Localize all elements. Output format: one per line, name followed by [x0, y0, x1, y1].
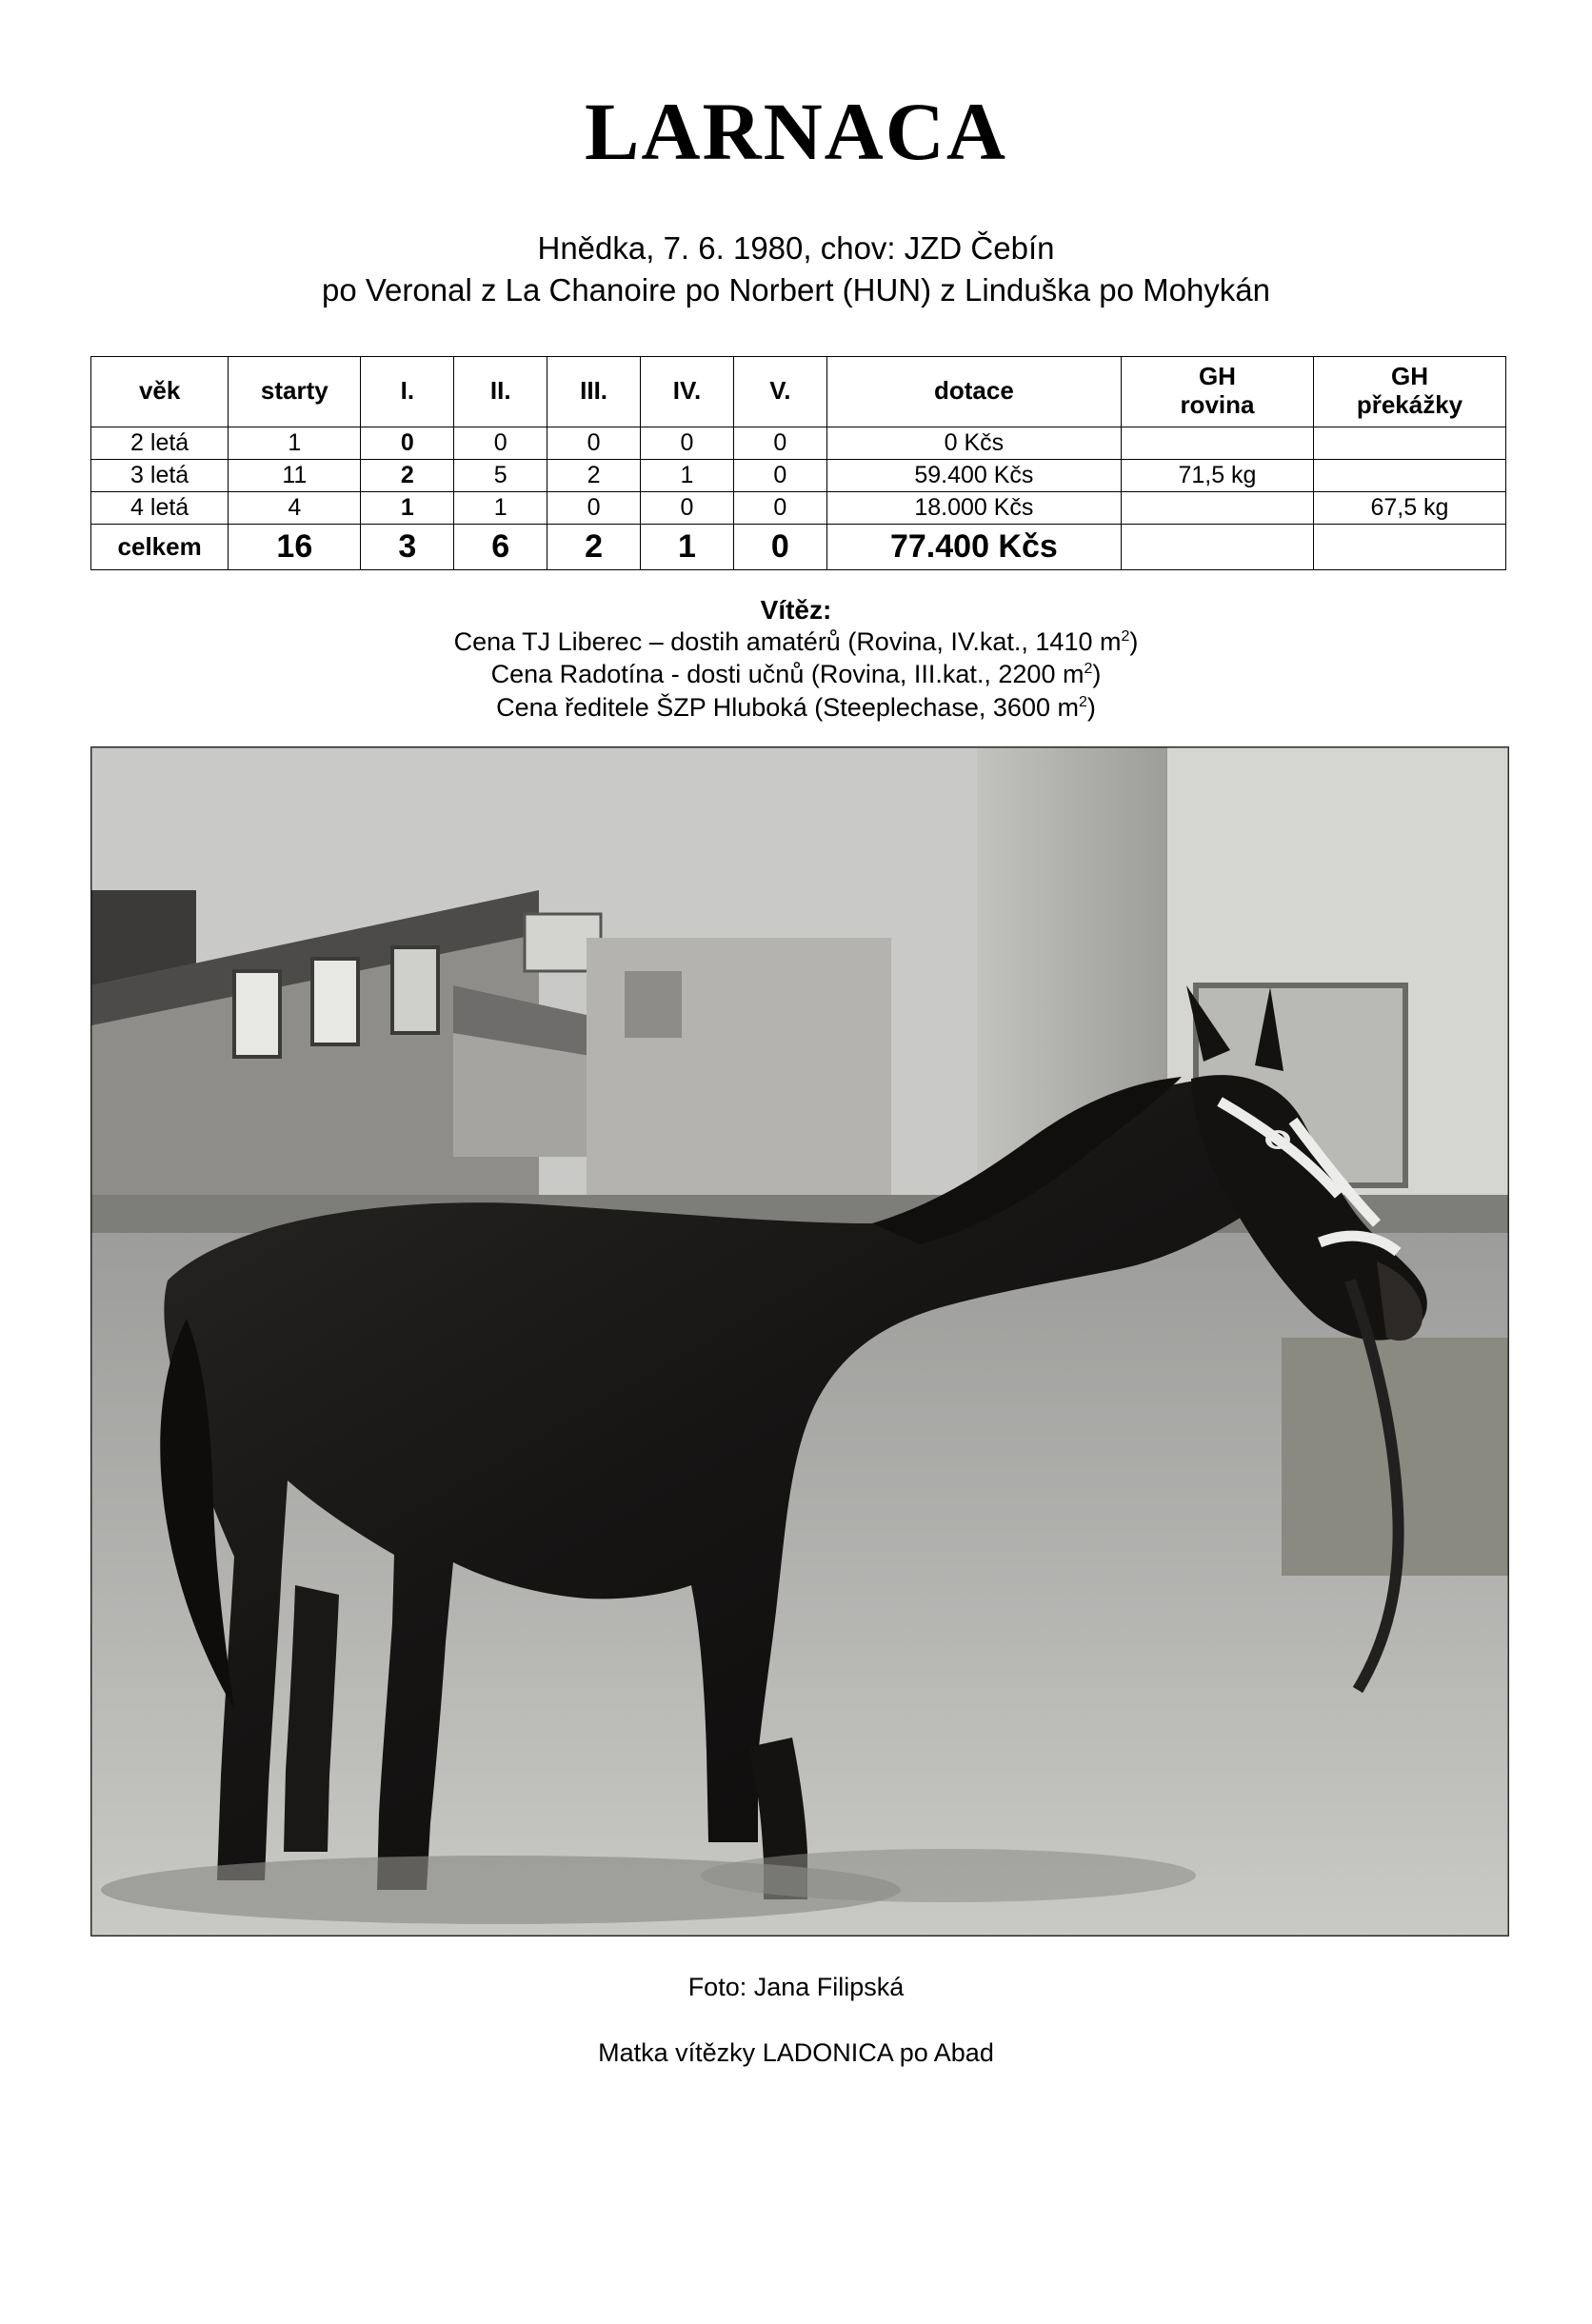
cell-starty: 11	[229, 459, 361, 491]
cell-place-5: 0	[733, 459, 826, 491]
cell-place-4-total: 1	[641, 524, 734, 569]
header-dotace: dotace	[826, 356, 1121, 427]
cell-place-2: 1	[454, 491, 547, 524]
winner-race-2	[90, 658, 1502, 691]
cell-vek: 4 letá	[91, 491, 229, 524]
cell-place-1: 0	[361, 427, 454, 459]
cell-place-4: 0	[641, 491, 734, 524]
footnote-text: Matka vítězky LADONICA po Abad	[598, 2038, 994, 2068]
cell-starty-total: 16	[229, 524, 361, 569]
photo-illustration	[91, 747, 1508, 1936]
cell-vek-total: celkem	[91, 524, 229, 569]
photo-caption: Foto: Jana Filipská	[687, 1973, 905, 2002]
winner-race-1	[90, 626, 1502, 659]
table-row	[91, 427, 1506, 459]
cell-place-4: 1	[641, 459, 734, 491]
table-header-row	[91, 356, 1506, 427]
cell-gh-rovina	[1121, 427, 1313, 459]
cell-place-4: 0	[641, 427, 734, 459]
winner-section	[90, 595, 1502, 725]
cell-vek: 3 letá	[91, 459, 229, 491]
cell-place-5: 0	[733, 427, 826, 459]
document-page	[0, 86, 1592, 2324]
header-place-4: IV.	[641, 356, 734, 427]
table-total-row	[91, 524, 1506, 569]
header-place-5: V.	[733, 356, 826, 427]
page-title: LARNACA	[585, 86, 1007, 177]
winner-race-3-text: Cena ředitele ŠZP Hluboká (Steeplechase, 3600 m	[496, 692, 1079, 722]
cell-place-2-total: 6	[454, 524, 547, 569]
winner-race-3-sup: 2	[1078, 693, 1087, 710]
cell-gh-rovina: 71,5 kg	[1121, 459, 1313, 491]
cell-dotace: 18.000 Kčs	[826, 491, 1121, 524]
header-gh-rovina-line1: GH	[1198, 362, 1236, 391]
header-gh-rovina	[1121, 356, 1313, 427]
header-place-1: I.	[361, 356, 454, 427]
header-place-2: II.	[454, 356, 547, 427]
cell-place-1: 2	[361, 459, 454, 491]
cell-starty: 4	[229, 491, 361, 524]
winner-race-2-sup: 2	[1084, 661, 1093, 678]
winner-race-2-text: Cena Radotína - dosti učnů (Rovina, III.kat., 2200 m	[490, 660, 1085, 689]
cell-gh-prekazky	[1313, 459, 1505, 491]
horse-description-line1: Hnědka, 7. 6. 1980, chov: JZD Čebín	[537, 229, 1055, 266]
horse-description	[90, 228, 1502, 312]
cell-dotace: 0 Kčs	[826, 427, 1121, 459]
table-row	[91, 491, 1506, 524]
table-row	[91, 459, 1506, 491]
winner-race-1-text: Cena TJ Liberec – dostih amatérů (Rovina, IV.kat., 1410 m	[453, 626, 1122, 656]
cell-vek: 2 letá	[91, 427, 229, 459]
cell-place-2: 5	[454, 459, 547, 491]
cell-place-1-total: 3	[361, 524, 454, 569]
horse-photograph	[90, 746, 1509, 1937]
winner-race-1-tail: )	[1129, 626, 1139, 656]
cell-place-3: 0	[547, 427, 641, 459]
cell-place-3: 2	[547, 459, 641, 491]
winner-race-2-tail: )	[1092, 660, 1102, 689]
cell-gh-prekazky-total	[1313, 524, 1505, 569]
cell-gh-prekazky	[1313, 427, 1505, 459]
horse-description-line2: po Veronal z La Chanoire po Norbert (HUN) z Linduška po Mohykán	[321, 272, 1271, 308]
header-vek: věk	[91, 356, 229, 427]
header-gh-rovina-line2: rovina	[1180, 390, 1255, 420]
cell-place-2: 0	[454, 427, 547, 459]
cell-gh-rovina-total	[1121, 524, 1313, 569]
header-gh-prekazky-line1: GH	[1390, 362, 1428, 391]
cell-starty: 1	[229, 427, 361, 459]
cell-gh-rovina	[1121, 491, 1313, 524]
cell-place-3: 0	[547, 491, 641, 524]
cell-place-1: 1	[361, 491, 454, 524]
winner-race-1-sup: 2	[1121, 627, 1130, 645]
header-gh-prekazky-line2: překážky	[1356, 390, 1463, 420]
cell-place-5-total: 0	[733, 524, 826, 569]
career-statistics-table	[90, 356, 1506, 570]
cell-dotace: 59.400 Kčs	[826, 459, 1121, 491]
header-gh-prekazky	[1313, 356, 1505, 427]
cell-place-3-total: 2	[547, 524, 641, 569]
cell-dotace-total: 77.400 Kčs	[826, 524, 1121, 569]
cell-gh-prekazky: 67,5 kg	[1313, 491, 1505, 524]
header-starty: starty	[229, 356, 361, 427]
winner-race-3	[90, 691, 1502, 725]
winner-race-3-tail: )	[1086, 692, 1096, 722]
header-place-3: III.	[547, 356, 641, 427]
cell-place-5: 0	[733, 491, 826, 524]
winner-heading: Vítěz:	[760, 594, 832, 625]
